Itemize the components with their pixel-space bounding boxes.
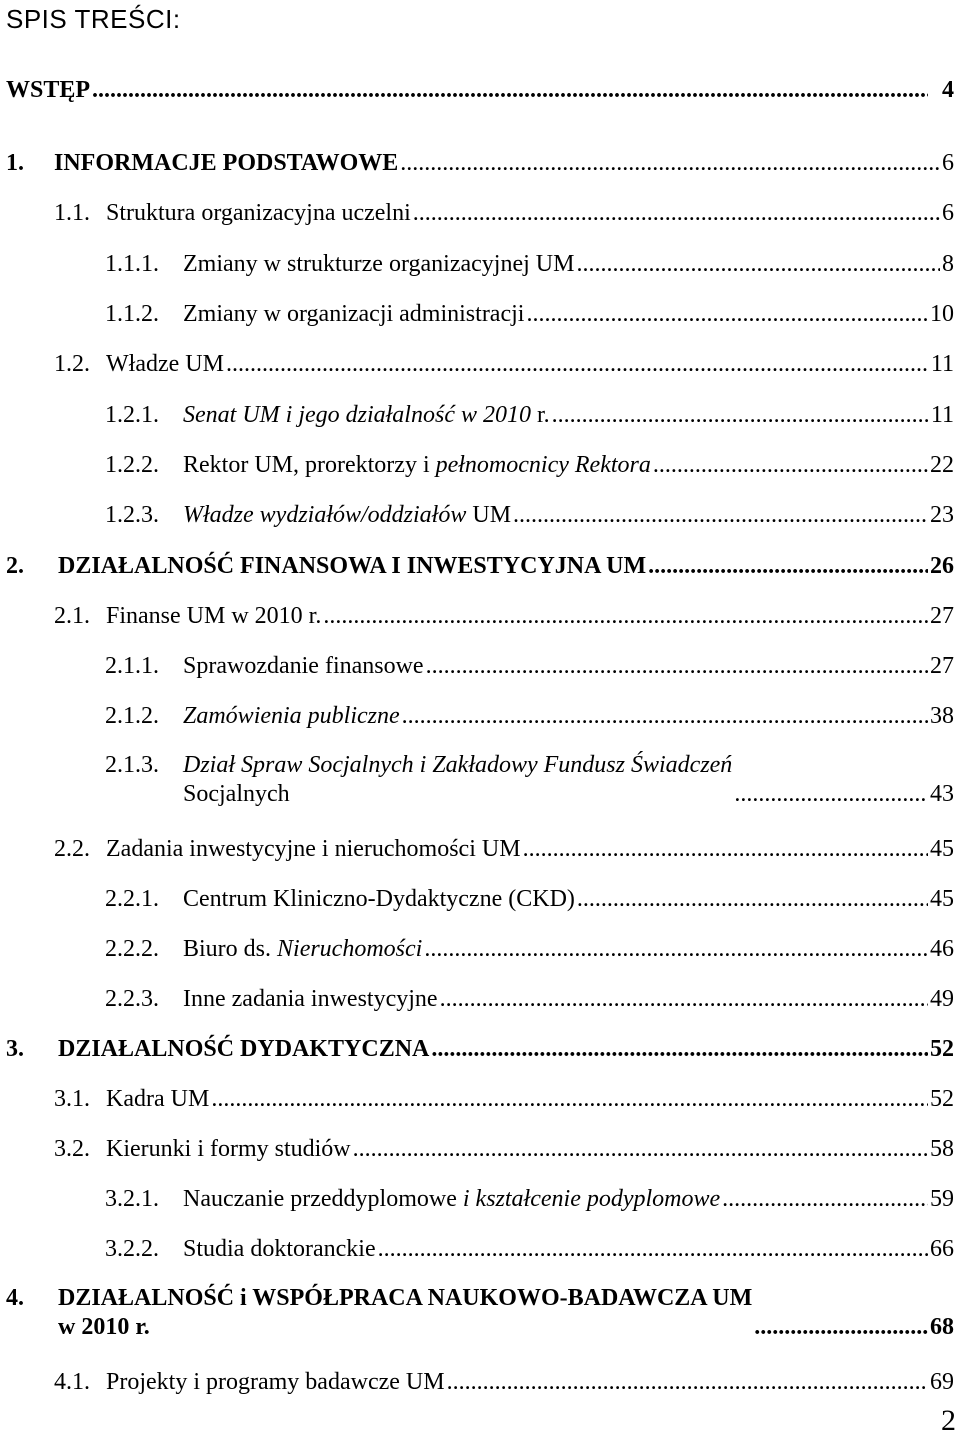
toc-entry-3-1[interactable] (54, 1085, 954, 1114)
toc-entry-text-italic: Zamówienia publiczne (183, 703, 400, 729)
toc-entry-text: Władze UM (106, 351, 224, 377)
toc-entry-text-italic: pełnomocnicy Rektora (435, 452, 651, 478)
toc-page-number: 58 (930, 1136, 954, 1162)
toc-leader-dots (226, 350, 929, 379)
toc-entry-text-line2: w 2010 r. (58, 1313, 150, 1340)
toc-leader-dots (577, 885, 928, 914)
toc-entry-text: Zmiany w strukturze organizacyjnej UM (183, 251, 575, 277)
toc-title: SPIS TREŚCI: (6, 4, 181, 34)
toc-leader-dots (513, 501, 928, 530)
toc-page-number: 4 (942, 77, 954, 103)
toc-entry-number: 4.1. (54, 1369, 90, 1395)
toc-entry-number: 2.2.3. (105, 986, 159, 1012)
toc-leader-dots (447, 1368, 928, 1397)
toc-entry-text-italic: Nieruchomości (277, 936, 423, 962)
toc-entry-text: Kierunki i formy studiów (106, 1136, 351, 1162)
toc-entry-text-regular: Rektor UM, prorektorzy i (183, 452, 436, 478)
toc-leader-dots (523, 835, 928, 864)
toc-entry-text (183, 702, 400, 731)
toc-entry-number: 1.2.3. (105, 502, 159, 528)
toc-page-number: 11 (930, 351, 954, 377)
toc-entry-number: 2.1.1. (105, 653, 159, 679)
toc-entry-text (183, 751, 732, 809)
toc-page-number: 23 (930, 502, 954, 528)
toc-entry-4-1[interactable] (54, 1368, 954, 1397)
toc-entry-2-1-1[interactable] (105, 652, 954, 681)
toc-entry-text-italic: i kształcenie podyplomowe (462, 1186, 721, 1212)
toc-leader-dots (353, 1135, 928, 1164)
toc-entry-1-1[interactable] (54, 199, 954, 228)
toc-entry-1-2-3[interactable] (105, 501, 954, 530)
toc-page-number: 45 (930, 836, 954, 862)
toc-entry-1[interactable] (6, 149, 954, 178)
toc-entry-number: 2.2.2. (105, 936, 159, 962)
toc-entry-text (58, 1284, 752, 1342)
toc-entry-number: 3.2. (54, 1136, 90, 1162)
toc-entry-3-2-2[interactable] (105, 1235, 954, 1264)
toc-entry-3-2[interactable] (54, 1135, 954, 1164)
toc-entry-text: Inne zadania inwestycyjne (183, 986, 438, 1012)
toc-page-number: 10 (930, 301, 954, 327)
toc-entry-text: Finanse UM w 2010 r. (106, 603, 322, 629)
toc-page-number: 46 (930, 936, 954, 962)
toc-page-number: 66 (930, 1236, 954, 1262)
toc-entry-text (183, 401, 550, 430)
toc-entry-label: WSTĘP (6, 77, 91, 103)
toc-entry-text-italic: Władze wydziałów/oddziałów (183, 502, 467, 528)
toc-entry-2-2[interactable] (54, 835, 954, 864)
toc-entry-1-2-1[interactable] (105, 401, 954, 430)
toc-page-number: 68 (930, 1313, 954, 1340)
toc-entry-text-line1: DZIAŁALNOŚĆ i WSPÓŁPRACA NAUKOWO-BADAWCZA UM (58, 1285, 753, 1311)
toc-leader-dots (400, 149, 940, 178)
toc-page-number: 26 (930, 553, 954, 579)
toc-leader-dots (576, 250, 940, 279)
toc-entry-2-1[interactable] (54, 602, 954, 631)
toc-entry-text-regular: r. (530, 402, 550, 428)
toc-entry-number: 4. (6, 1285, 24, 1311)
toc-entry-number: 2.2.1. (105, 886, 159, 912)
toc-leader-dots (653, 451, 928, 480)
toc-entry-text (183, 935, 422, 964)
toc-leader-dots (424, 935, 928, 964)
toc-entry-text-line2: Socjalnych (183, 780, 290, 807)
toc-entry-1-1-2[interactable] (105, 300, 954, 329)
toc-leader-dots (440, 985, 928, 1014)
toc-leader-dots (431, 1035, 928, 1064)
toc-page-number: 45 (930, 886, 954, 912)
toc-entry-1-2-2[interactable] (105, 451, 954, 480)
toc-entry-number: 1.2. (54, 351, 90, 377)
toc-leader-dots (413, 199, 940, 228)
toc-entry-text (183, 501, 511, 530)
toc-entry-number: 1.1.2. (105, 301, 159, 327)
toc-entry-number: 2.1.3. (105, 752, 159, 778)
toc-leader-dots (323, 602, 928, 631)
toc-entry-text: Sprawozdanie finansowe (183, 653, 424, 679)
toc-page-number: 27 (930, 653, 954, 679)
toc-entry-number: 3. (6, 1036, 24, 1062)
toc-entry-text-regular: UM (466, 502, 512, 528)
toc-entry-text: Studia doktoranckie (183, 1236, 376, 1262)
toc-page-number: 43 (930, 780, 954, 807)
toc-entry-number: 1.2.2. (105, 452, 159, 478)
toc-page-number: 27 (930, 603, 954, 629)
toc-page-number: 52 (930, 1036, 954, 1062)
toc-entry-number: 2.1.2. (105, 703, 159, 729)
toc-leader-dots (211, 1085, 928, 1114)
toc-entry-text-italic: Senat UM i jego działalność w 2010 (183, 402, 531, 428)
toc-leader-dots (92, 76, 928, 105)
toc-entry-text (183, 1185, 720, 1214)
toc-entry-number: 3.1. (54, 1086, 90, 1112)
toc-leader-dots (552, 401, 929, 430)
toc-entry-3-2-1[interactable] (105, 1185, 954, 1214)
toc-entry-number: 2. (6, 553, 24, 579)
toc-page-number: 8 (942, 251, 954, 277)
toc-leader-dots (722, 1185, 928, 1214)
toc-entry-2-1-3[interactable] (105, 751, 954, 809)
toc-leader-dots (426, 652, 928, 681)
toc-entry-text: Struktura organizacyjna uczelni (106, 200, 411, 226)
toc-page-number: 59 (930, 1186, 954, 1212)
toc-entry-text-regular: Biuro ds. (183, 936, 278, 962)
toc-page-number: 6 (942, 150, 954, 176)
toc-entry-text: Kadra UM (106, 1086, 210, 1112)
toc-entry-text: DZIAŁALNOŚĆ DYDAKTYCZNA (58, 1036, 430, 1062)
toc-entry-2-2-2[interactable] (105, 935, 954, 964)
toc-page-number: 11 (930, 402, 954, 428)
toc-entry-1-1-1[interactable] (105, 250, 954, 279)
toc-page-number: 49 (930, 986, 954, 1012)
toc-entry-2-2-1[interactable] (105, 885, 954, 914)
toc-entry-text-line1: Dział Spraw Socjalnych i Zakładowy Fundusz Świadczeń (183, 752, 733, 778)
toc-leader-dots (734, 780, 928, 809)
toc-entry-text: INFORMACJE PODSTAWOWE (54, 150, 399, 176)
toc-entry-3[interactable] (6, 1035, 954, 1064)
toc-leader-dots (378, 1235, 928, 1264)
toc-entry-text: Projekty i programy badawcze UM (106, 1369, 445, 1395)
toc-page-number: 52 (930, 1086, 954, 1112)
toc-entry-text (183, 451, 651, 480)
toc-leader-dots (526, 300, 928, 329)
toc-entry-text: DZIAŁALNOŚĆ FINANSOWA I INWESTYCYJNA UM (58, 553, 647, 579)
toc-page-number: 69 (930, 1369, 954, 1395)
toc-entry-number: 2.1. (54, 603, 90, 629)
toc-entry-number: 2.2. (54, 836, 90, 862)
toc-entry-number: 3.2.1. (105, 1186, 159, 1212)
toc-entry-text: Centrum Kliniczno-Dydaktyczne (CKD) (183, 886, 575, 912)
toc-leader-dots (402, 702, 928, 731)
toc-leader-dots (648, 552, 928, 581)
toc-entry-text: Zmiany w organizacji administracji (183, 301, 525, 327)
toc-entry-wstep[interactable] (6, 76, 954, 105)
toc-entry-number: 1.2.1. (105, 402, 159, 428)
toc-entry-number: 1.1.1. (105, 251, 159, 277)
toc-leader-dots (754, 1313, 928, 1342)
toc-entry-number: 1.1. (54, 200, 90, 226)
footer-page-number: 2 (941, 1404, 956, 1437)
toc-entry-number: 3.2.2. (105, 1236, 159, 1262)
toc-page-number: 22 (930, 452, 954, 478)
toc-entry-text: Zadania inwestycyjne i nieruchomości UM (106, 836, 521, 862)
toc-page-number: 6 (942, 200, 954, 226)
toc-entry-2-1-2[interactable] (105, 702, 954, 731)
toc-entry-1-2[interactable] (54, 350, 954, 379)
toc-entry-text-regular: Nauczanie przeddyplomowe (183, 1186, 463, 1212)
toc-page-number: 38 (930, 703, 954, 729)
toc-entry-2-2-3[interactable] (105, 985, 954, 1014)
toc-entry-4[interactable] (6, 1284, 954, 1342)
toc-entry-number: 1. (6, 150, 24, 176)
toc-entry-2[interactable] (6, 552, 954, 581)
